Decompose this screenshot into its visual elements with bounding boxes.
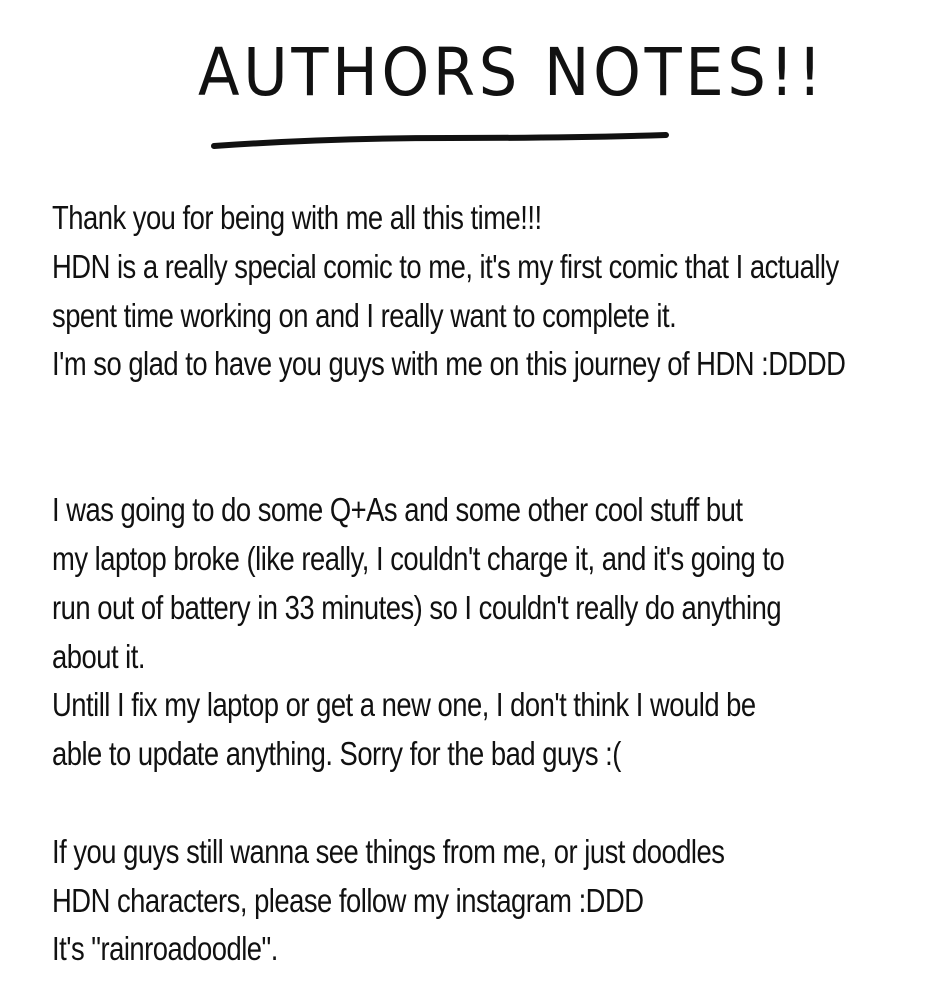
text-line: It's "rainroadoodle". — [52, 930, 278, 968]
title-area — [0, 0, 940, 170]
text-line: able to update anything. Sorry for the bad guys :( — [52, 735, 621, 773]
text-line: run out of battery in 33 minutes) so I couldn't really do anything — [52, 588, 782, 626]
text-line: my laptop broke (like really, I couldn't charge it, and it's going to — [52, 539, 785, 577]
title-underline — [210, 126, 680, 156]
paragraph-laptop — [52, 486, 785, 779]
text-line: If you guys still wanna see things from me, or just doodles — [52, 832, 725, 870]
notes-body — [52, 194, 846, 974]
paragraph-instagram — [52, 828, 774, 974]
text-line: I'm so glad to have you guys with me on this journey of HDN :DDDD — [52, 345, 846, 383]
page-title: AUTHORS NOTES!! — [198, 34, 826, 111]
text-line: I was going to do some Q+As and some other cool stuff but — [52, 491, 743, 529]
text-line: about it. — [52, 637, 145, 675]
text-line: HDN is a really special comic to me, it's my first comic that I actually — [52, 247, 839, 285]
paragraph-spacer — [52, 389, 774, 486]
text-line: Thank you for being with me all this time!!! — [52, 199, 542, 236]
text-line: spent time working on and I really want to complete it. — [52, 296, 677, 334]
paragraph-spacer — [52, 779, 774, 828]
text-line: HDN characters, please follow my instagram :DDD — [52, 881, 644, 919]
text-line: Untill I fix my laptop or get a new one, I don't think I would be — [52, 686, 756, 724]
paragraph-thanks — [52, 194, 846, 389]
